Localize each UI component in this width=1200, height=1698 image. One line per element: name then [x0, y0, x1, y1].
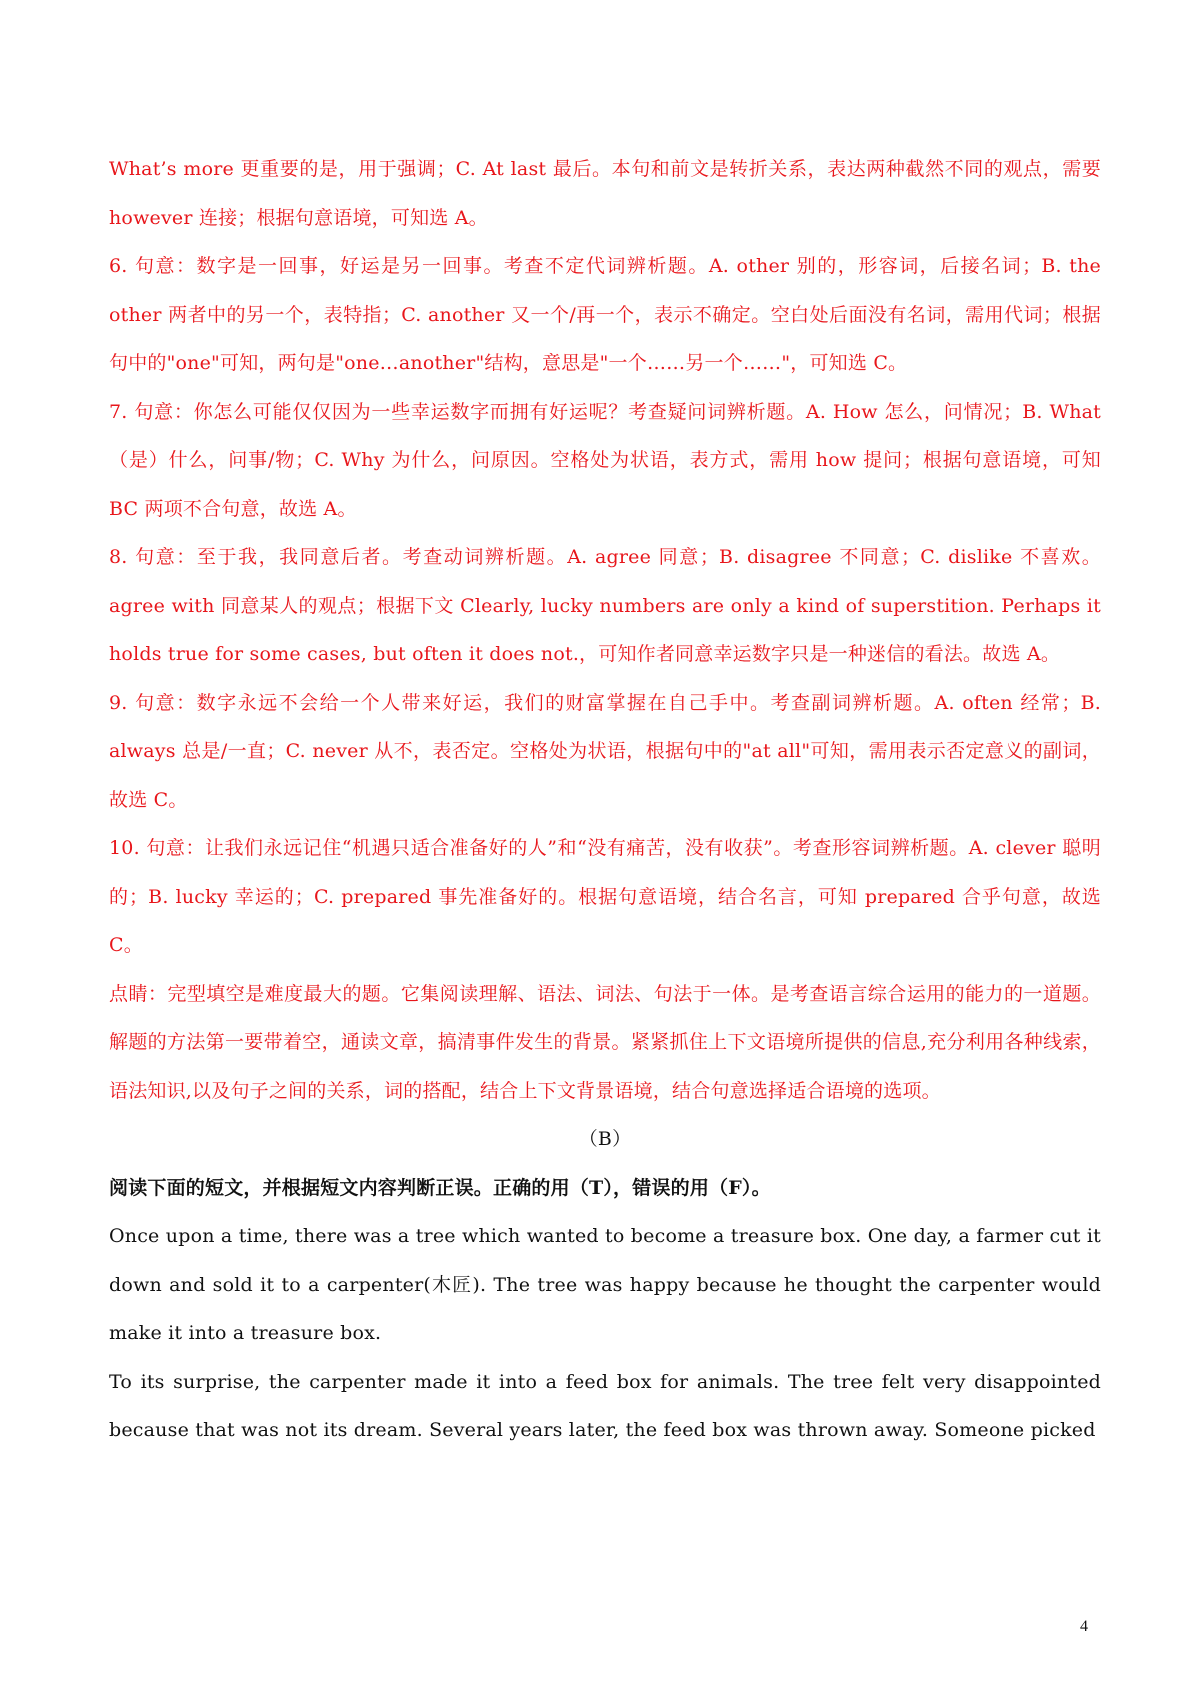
explanation-10: 10. 句意：让我们永远记住“机遇只适合准备好的人”和“没有痛苦，没有收获”。考查形容词辨析题。A. clever 聪明的；B. lucky 幸运的；C. prepared 事先准备好的。根据句意语境，结合名言，可知 prepared 合乎句意，故选 C。 — [109, 837, 1101, 956]
explanation-9: 9. 句意：数字永远不会给一个人带来好运，我们的财富掌握在自己手中。考查副词辨析题。A. often 经常；B. always 总是/一直；C. never 从不，表否定。空格处为状语，根据句中的"at all"可知，需用表示否定意义的副词，故选 C。 — [109, 691, 1101, 811]
tip-paragraph: 点睛：完型填空是难度最大的题。它集阅读理解、语法、词法、句法于一体。是考查语言综合运用的能力的一道题。解题的方法第一要带着空，通读文章，搞清事件发生的背景。紧紧抓住上下文语境所提供的信息,充分利用各种线索，语法知识,以及句子之间的关系，词的搭配，结合上下文背景语境，结合句意选择适合语境的选项。 — [109, 982, 1101, 1102]
explanation-6: 6. 句意：数字是一回事，好运是另一回事。考查不定代词辨析题。A. other 别的，形容词，后接名词；B. the other 两者中的另一个，表特指；C. another 又一个/再一个，表示不确定。空白处后面没有名词，需用代词；根据句中的"one"可知，两句是"one…another"结构，意思是"一个……另一个……"，可知选 C。 — [109, 255, 1101, 374]
document-body — [109, 145, 1101, 1455]
explanation-8: 8. 句意：至于我，我同意后者。考查动词辨析题。A. agree 同意；B. disagree 不同意；C. dislike 不喜欢。agree with 同意某人的观点；根据下文 Clearly, lucky numbers are only a kind of superstition. Perhaps it holds true for some cases, but often it does not.，可知作者同意幸运数字只是一种迷信的看法。故选 A。 — [109, 546, 1101, 665]
passage-paragraph-1: Once upon a time, there was a tree which wanted to become a treasure box. One day, a farmer cut it down and sold it to a carpenter(木匠). The tree was happy because he thought the carpenter would make it into a treasure box. — [109, 1225, 1101, 1344]
explanation-7: 7. 句意：你怎么可能仅仅因为一些幸运数字而拥有好运呢？考查疑问词辨析题。A. How 怎么，问情况；B. What（是）什么，问事/物；C. Why 为什么，问原因。空格处为状语，表方式，需用 how 提问；根据句意语境，可知 BC 两项不合句意，故选 A。 — [109, 400, 1101, 520]
passage-paragraph-2: To its surprise, the carpenter made it into a feed box for animals. The tree felt very disappointed because that was not its dream. Several years later, the feed box was thrown away. Someone picked — [109, 1370, 1101, 1441]
instruction: 阅读下面的短文，并根据短文内容判断正误。正确的用（T），错误的用（F）。 — [109, 1176, 771, 1199]
page-number: 4 — [1080, 1618, 1088, 1635]
section-heading: （B） — [578, 1128, 632, 1150]
explanation-continued: What’s more 更重要的是，用于强调；C. At last 最后。本句和前文是转折关系，表达两种截然不同的观点，需要 however 连接；根据句意语境，可知选 A。 — [109, 158, 1101, 229]
